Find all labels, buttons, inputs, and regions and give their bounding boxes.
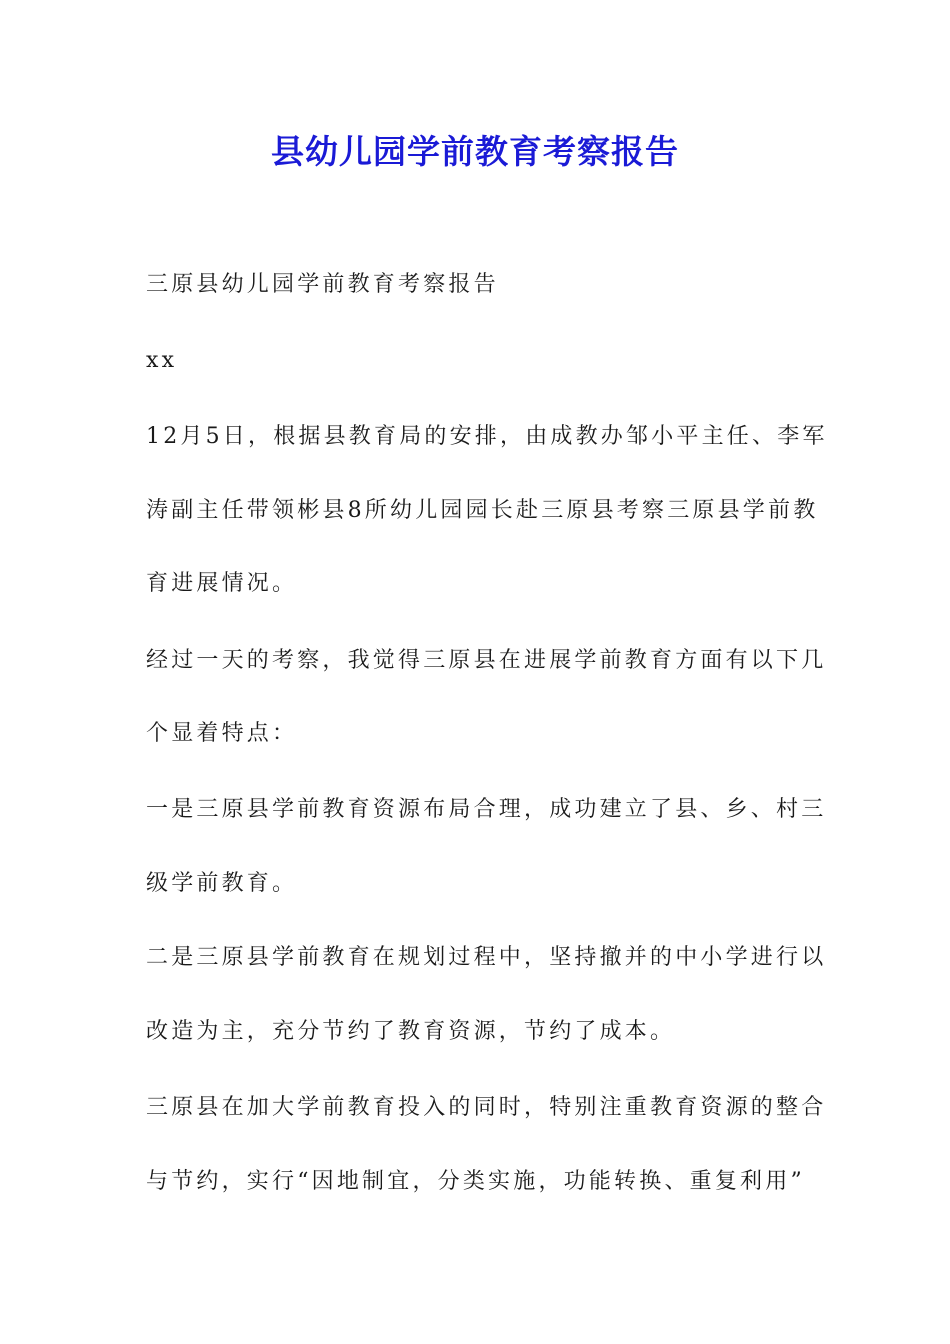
paragraph-line: 二是三原县学前教育在规划过程中，坚持撤并的中小学进行以 bbox=[146, 945, 827, 970]
paragraph-line: 一是三原县学前教育资源布局合理，成功建立了县、乡、村三 bbox=[146, 797, 827, 822]
document-author: xx bbox=[146, 348, 178, 373]
paragraph-line: 12月5日，根据县教育局的安排，由成教办邹小平主任、李军 bbox=[146, 424, 828, 449]
paragraph-line: 经过一天的考察，我觉得三原县在进展学前教育方面有以下几 bbox=[146, 648, 827, 673]
paragraph-line: 与节约，实行“因地制宜，分类实施，功能转换、重复利用” bbox=[146, 1169, 805, 1194]
paragraph-line: 涛副主任带领彬县8所幼儿园园长赴三原县考察三原县学前教 bbox=[146, 498, 819, 523]
paragraph-line: 三原县在加大学前教育投入的同时，特别注重教育资源的整合 bbox=[146, 1095, 827, 1120]
paragraph-line: 改造为主，充分节约了教育资源，节约了成本。 bbox=[146, 1019, 676, 1044]
paragraph-line: 级学前教育。 bbox=[146, 871, 298, 896]
paragraph-line: 育进展情况。 bbox=[146, 571, 298, 596]
document-subtitle: 三原县幼儿园学前教育考察报告 bbox=[146, 272, 499, 297]
document-title: 县幼儿园学前教育考察报告 bbox=[271, 132, 679, 171]
paragraph-line: 个显着特点： bbox=[146, 721, 298, 746]
